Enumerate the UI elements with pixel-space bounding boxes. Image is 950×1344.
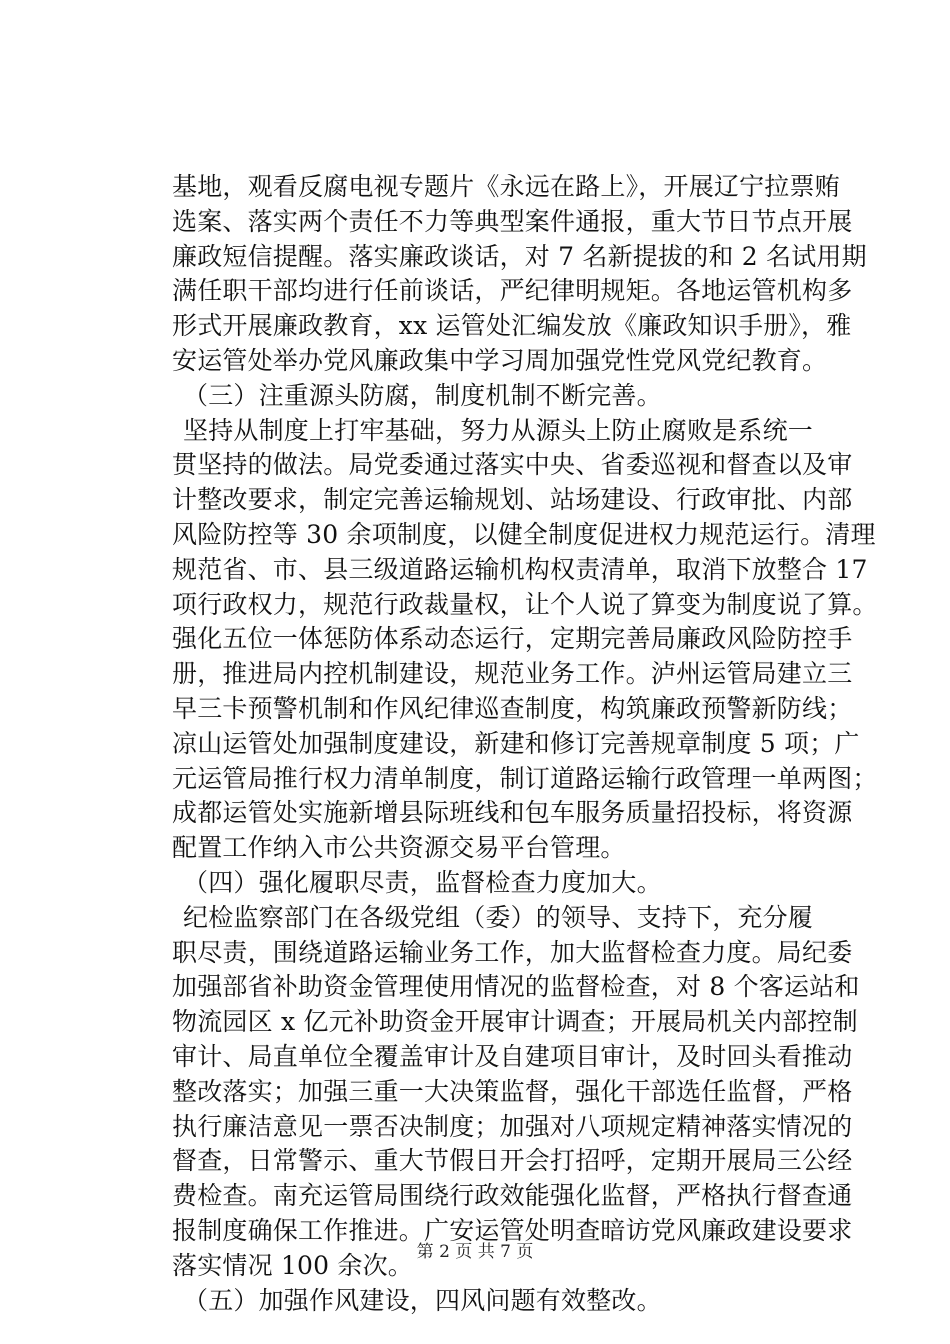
text-line: 册，推进局内控机制建设，规范业务工作。泸州运管局建立三	[172, 659, 853, 689]
text-line: 规范省、市、县三级道路运输机构权责清单，取消下放整合 17	[172, 554, 868, 584]
text-line: 职尽责，围绕道路运输业务工作，加大监督检查力度。局纪委	[172, 937, 853, 967]
text-line: 强化五位一体惩防体系动态运行，定期完善局廉政风险防控手	[172, 624, 853, 654]
text-line: 安运管处举办党风廉政集中学习周加强党性党风党纪教育。	[172, 345, 828, 375]
text-line: 整改落实；加强三重一大决策监督，强化干部选任监督，严格	[172, 1076, 853, 1106]
text-line: 计整改要求，制定完善运输规划、站场建设、行政审批、内部	[172, 485, 853, 515]
text-line: 贯坚持的做法。局党委通过落实中央、省委巡视和督查以及审	[172, 450, 853, 480]
text-line: 执行廉洁意见一票否决制度；加强对八项规定精神落实情况的	[172, 1111, 853, 1141]
section-heading-5: （五）加强作风建设，四风问题有效整改。	[183, 1285, 662, 1315]
text-line: 费检查。南充运管局围绕行政效能强化监督，严格执行督查通	[172, 1181, 853, 1211]
text-line: 加强部省补助资金管理使用情况的监督检查，对 8 个客运站和	[172, 972, 860, 1002]
text-line: 落实情况 100 余次。	[172, 1250, 414, 1280]
text-line: 选案、落实两个责任不力等典型案件通报，重大节日节点开展	[172, 206, 853, 236]
paragraph-start: 坚持从制度上打牢基础，努力从源头上防止腐败是系统一	[183, 415, 814, 445]
text-line: 凉山运管处加强制度建设，新建和修订完善规章制度 5 项；广	[172, 728, 860, 758]
text-line: 廉政短信提醒。落实廉政谈话，对 7 名新提拔的和 2 名试用期	[172, 241, 867, 271]
text-line: 配置工作纳入市公共资源交易平台管理。	[172, 833, 626, 863]
paragraph-start: 纪检监察部门在各级党组（委）的领导、支持下，充分履	[183, 902, 814, 932]
section-heading-3: （三）注重源头防腐，制度机制不断完善。	[183, 380, 662, 410]
document-body	[172, 170, 878, 1318]
text-line: 形式开展廉政教育，xx 运管处汇编发放《廉政知识手册》，雅	[172, 311, 852, 341]
text-line: 物流园区 x 亿元补助资金开展审计调查；开展局机关内部控制	[172, 1007, 858, 1037]
text-line: 督查，日常警示、重大节假日开会打招呼，定期开展局三公经	[172, 1146, 853, 1176]
text-line: 成都运管处实施新增县际班线和包车服务质量招投标，将资源	[172, 798, 853, 828]
text-line: 风险防控等 30 余项制度，以健全制度促进权力规范运行。清理	[172, 519, 876, 549]
text-line: 基地，观看反腐电视专题片《永远在路上》，开展辽宁拉票贿	[172, 172, 840, 201]
text-line: 早三卡预警机制和作风纪律巡查制度，构筑廉政预警新防线；	[172, 693, 853, 723]
text-line: 报制度确保工作推进。广安运管处明查暗访党风廉政建设要求	[172, 1215, 853, 1245]
text-line: 满任职干部均进行任前谈话，严纪律明规矩。各地运管机构多	[172, 276, 853, 306]
text-line: 元运管局推行权力清单制度，制订道路运输行政管理一单两图；	[172, 763, 878, 793]
section-heading-4: （四）强化履职尽责，监督检查力度加大。	[183, 867, 662, 897]
text-line: 项行政权力，规范行政裁量权，让个人说了算变为制度说了算。	[172, 589, 878, 619]
text-line: 审计、局直单位全覆盖审计及自建项目审计，及时回头看推动	[172, 1041, 853, 1071]
page-number-footer: 第 2 页 共 7 页	[416, 1242, 534, 1262]
